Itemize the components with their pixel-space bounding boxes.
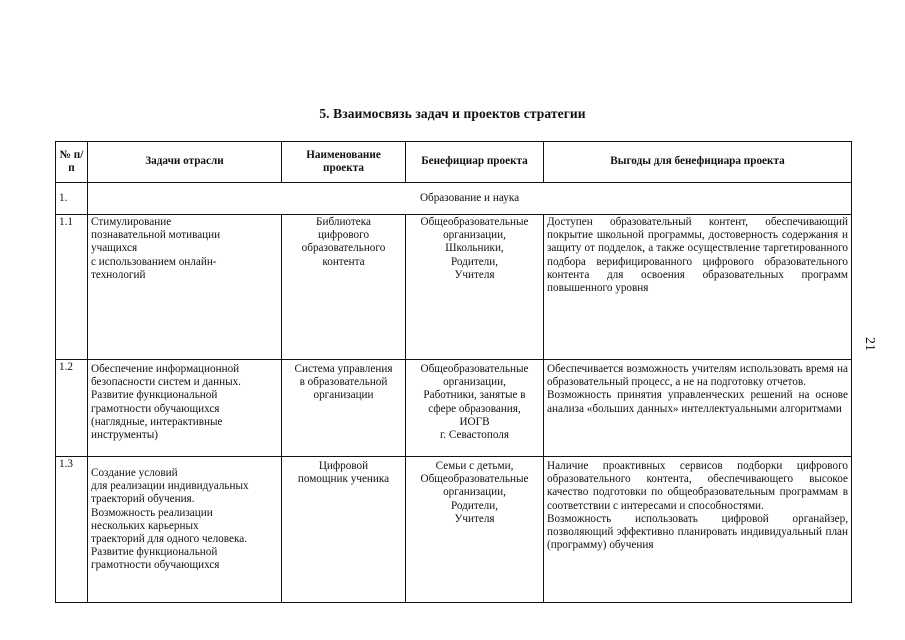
benefit-paragraph: Возможность принятия управленческих решений на основе анализа «больших данных» интеллектуальными алгоритмами: [547, 389, 848, 415]
task-line: грамотности обучающихся: [91, 402, 220, 415]
beneficiary-line: организации,: [443, 229, 506, 242]
task-line: Создание условий: [91, 467, 178, 479]
task-line: Стимулирование: [91, 216, 172, 228]
beneficiary-line: Учителя: [454, 512, 495, 525]
task-line: технологий: [91, 268, 146, 281]
beneficiary-line: организации,: [443, 376, 506, 389]
page-number: 21: [862, 337, 877, 351]
beneficiary-line: Общеобразовательные: [420, 473, 529, 486]
table-row: [56, 457, 852, 603]
row-beneficiary: [406, 360, 544, 457]
benefit-paragraph: Наличие проактивных сервисов подборки цифрового образовательного контента, обеспечивающего высокое качество подготовки по общеобразовательным программам в соответствии с интересами и способностями.: [547, 460, 848, 512]
beneficiary-line: Учителя: [454, 268, 495, 281]
row-num: 1.2: [56, 360, 88, 457]
row-benefits: [544, 360, 852, 457]
section-title: Образование и наука: [88, 183, 852, 215]
section-row: [56, 183, 852, 215]
project-line: организации: [313, 389, 374, 402]
project-line: помощник ученика: [297, 473, 390, 486]
task-line: Развитие функциональной: [91, 389, 218, 402]
row-num: 1.1: [56, 215, 88, 360]
project-line: в образовательной: [299, 376, 388, 389]
beneficiary-line: Родители,: [450, 499, 499, 512]
project-line: Система управления: [294, 363, 393, 375]
task-line: безопасности систем и данных.: [91, 376, 241, 389]
row-project: [282, 215, 406, 360]
beneficiary-line: Школьники,: [445, 242, 504, 255]
beneficiary-line: Родители,: [450, 255, 499, 268]
row-task: [88, 457, 282, 603]
beneficiary-line: сфере образования,: [428, 402, 521, 415]
benefit-paragraph: Доступен образовательный контент, обеспечивающий покрытие школьной программы, достоверность содержания и защиту от подделок, а также осуществление таргетированного подбора верифицированного цифрового образовательного контента для освоения образовательных программ повышенного уровня: [547, 216, 848, 295]
document-title: 5. Взаимосвязь задач и проектов стратегии: [319, 106, 586, 121]
table-header-row: [56, 142, 852, 183]
task-line: траекторий для одного человека.: [91, 533, 247, 546]
row-benefits: [544, 457, 852, 603]
row-task: [88, 215, 282, 360]
row-project: [282, 360, 406, 457]
task-line: инструменты): [91, 429, 159, 442]
task-line: для реализации индивидуальных: [91, 480, 249, 493]
project-line: образовательного: [301, 242, 386, 255]
row-num: 1.3: [56, 457, 88, 603]
project-line: контента: [322, 255, 365, 268]
header-project: Наименование проекта: [282, 142, 406, 183]
beneficiary-line: организации,: [443, 486, 506, 499]
row-project: [282, 457, 406, 603]
task-line: (наглядные, интерактивные: [91, 415, 223, 428]
task-line: познавательной мотивации: [91, 229, 221, 242]
header-num: № п/п: [56, 142, 88, 183]
beneficiary-line: Работники, занятые в: [423, 389, 526, 402]
table-row: [56, 360, 852, 457]
table-row: [56, 215, 852, 360]
beneficiary-line: Общеобразовательные: [420, 216, 529, 228]
benefit-paragraph: Возможность использовать цифровой органайзер, позволяющий эффективно планировать индивидуальный план (программу) обучения: [547, 512, 848, 552]
row-benefits: [544, 215, 852, 360]
benefit-paragraph: Обеспечивается возможность учителям использовать время на образовательный процесс, а не на подготовку отчетов.: [547, 363, 848, 389]
beneficiary-line: Семьи с детьми,: [435, 460, 514, 472]
section-num: 1.: [56, 183, 88, 215]
beneficiary-line: г. Севастополя: [439, 429, 510, 442]
task-line: Возможность реализации: [91, 506, 213, 519]
project-line: Цифровой: [318, 460, 369, 472]
task-line: Обеспечение информационной: [91, 363, 240, 375]
task-line: нескольких карьерных: [91, 519, 199, 532]
project-line: Библиотека: [316, 216, 371, 228]
task-line: учащихся: [91, 242, 138, 255]
header-task: Задачи отрасли: [88, 142, 282, 183]
strategy-projects-table: [55, 141, 852, 603]
task-line: Развитие функциональной: [91, 546, 218, 559]
beneficiary-line: ИОГВ: [459, 415, 490, 428]
header-beneficiary: Бенефициар проекта: [406, 142, 544, 183]
project-line: цифрового: [317, 229, 370, 242]
strategy-table-container: [55, 141, 852, 603]
row-task: [88, 360, 282, 457]
beneficiary-line: Общеобразовательные: [420, 363, 529, 375]
task-line: с использованием онлайн-: [91, 255, 217, 268]
row-beneficiary: [406, 457, 544, 603]
header-benefits: Выгоды для бенефициара проекта: [544, 142, 852, 183]
row-beneficiary: [406, 215, 544, 360]
task-line: траекторий обучения.: [91, 493, 195, 506]
task-line: грамотности обучающихся: [91, 559, 220, 572]
